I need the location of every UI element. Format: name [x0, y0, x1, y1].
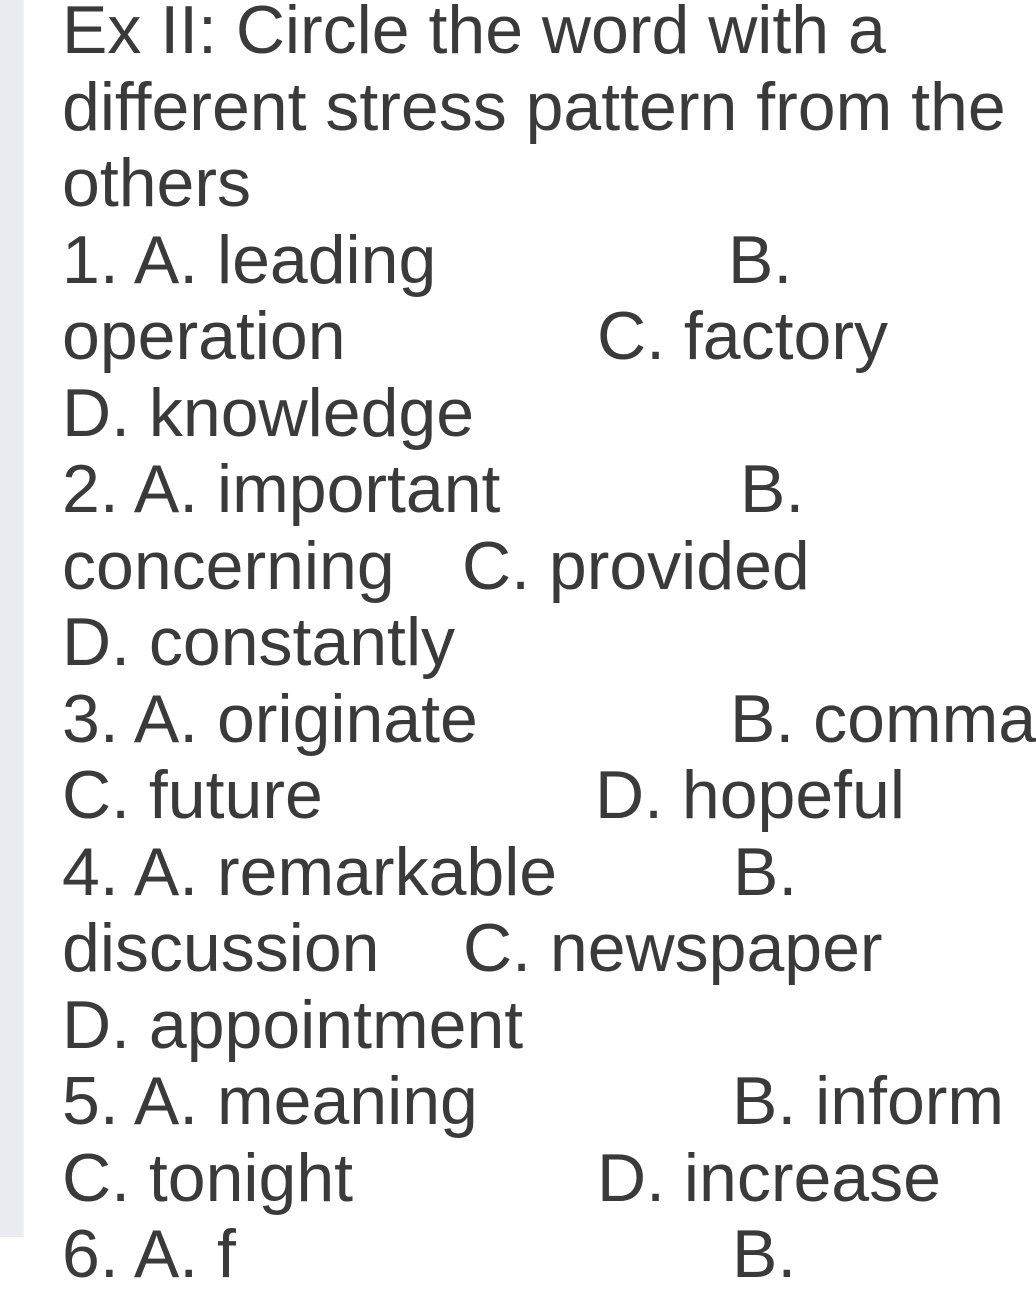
- question-line: [0, 528, 1024, 605]
- question-line: [0, 298, 1024, 375]
- exercise-title-line: [0, 69, 1024, 146]
- question-line: [0, 834, 1024, 911]
- text-segment: 3. A. originate: [62, 680, 478, 757]
- exercise-title-line: [0, 0, 1024, 69]
- question-line: [0, 910, 1024, 987]
- question-line: [0, 375, 1024, 452]
- question-line: [0, 1140, 1024, 1217]
- question-line: [0, 222, 1024, 299]
- question-line: [0, 604, 1024, 681]
- text-segment: B. comma: [730, 680, 1036, 757]
- text-segment: operation: [62, 298, 346, 374]
- text-segment: D. appointment: [62, 986, 524, 1063]
- text-segment: B.: [733, 833, 798, 910]
- text-segment: 5. A. meaning: [62, 1063, 478, 1139]
- text-segment: D. increase: [597, 1139, 941, 1216]
- exercise-title-line: [0, 145, 1024, 222]
- text-segment: D. hopeful: [595, 757, 905, 833]
- question-line: [0, 757, 1024, 834]
- text-segment: D. constantly: [62, 604, 456, 680]
- question-line: [0, 1216, 1024, 1293]
- text-segment: B.: [728, 221, 793, 298]
- text-segment: B.: [732, 1216, 797, 1292]
- text-segment: different stress pattern from the: [62, 68, 1006, 145]
- text-segment: 2. A. important: [62, 451, 501, 527]
- question-line: [0, 987, 1024, 1064]
- text-segment: C. newspaper: [463, 910, 883, 986]
- text-segment: C. factory: [597, 298, 888, 374]
- text-segment: 6. A. f: [62, 1216, 236, 1292]
- text-segment: Ex II: Circle the word with a: [62, 0, 886, 68]
- text-segment: C. future: [62, 757, 323, 833]
- question-line: [0, 1063, 1024, 1140]
- text-segment: 1. A. leading: [62, 221, 437, 298]
- text-segment: C. provided: [462, 527, 810, 604]
- text-segment: discussion: [62, 910, 380, 986]
- text-segment: others: [62, 145, 251, 221]
- text-segment: 4. A. remarkable: [62, 833, 558, 910]
- question-line: [0, 680, 1036, 758]
- text-segment: B.: [740, 451, 805, 527]
- question-line: [0, 451, 1024, 528]
- text-segment: C. tonight: [62, 1139, 354, 1216]
- text-segment: concerning: [62, 527, 395, 604]
- text-segment: B. inform: [732, 1063, 1005, 1139]
- text-segment: D. knowledge: [62, 374, 475, 451]
